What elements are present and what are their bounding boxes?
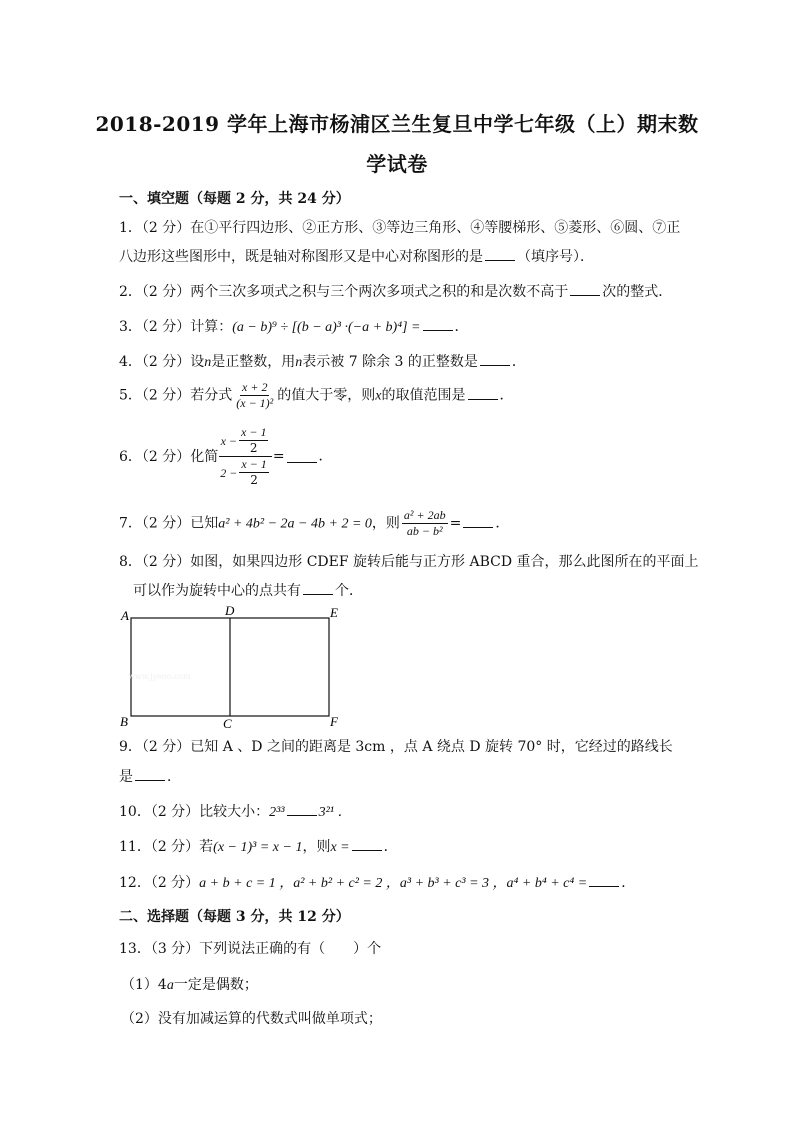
fraction-numerator: x + 2 [242, 380, 268, 394]
question-9-line2: 是 ． [119, 769, 181, 785]
answer-blank [570, 283, 600, 296]
question-1-suffix: （填序号）． [517, 249, 594, 265]
label-E: E [330, 605, 338, 620]
equals-sign: = [449, 515, 462, 532]
exam-title-line1: 2018-2019 学年上海市杨浦区兰生复旦中学七年级（上）期末数 [95, 112, 699, 136]
answer-blank [468, 387, 498, 400]
complex-numerator [219, 425, 273, 457]
question-13-option-1 [121, 976, 258, 995]
question-12-expression: a + b + c = 1 ，a² + b² + c² = 2 ，a³ + b³ + c³ = 3 ，a⁴ + b⁴ + c⁴ = [199, 876, 588, 891]
complex-denominator [218, 457, 273, 488]
answer-blank [135, 768, 165, 781]
question-6: 6．（2 分）化简 x − $\frac{x - 1}{2}$ 2 − $\frac{x - 1}{2}$ = ． [119, 425, 333, 487]
question-9-text: 是 [119, 769, 133, 785]
question-11: 11．（2 分）若(x − 1)³ = x − 1，则x = ． [119, 839, 398, 855]
question-10-text: 10．（2 分）比较大小： [119, 804, 270, 820]
label-B: B [120, 714, 128, 728]
power-2-33: 2³³ [269, 805, 285, 820]
question-5-text-b: 的值大于零，则 [277, 387, 376, 404]
answer-blank [287, 450, 317, 463]
section-multiple-choice-heading: 二、选择题（每题 3 分，共 12 分） [119, 909, 350, 925]
equals-sign: = [272, 448, 285, 465]
fraction-numerator: x − 1 [241, 457, 267, 471]
question-3: 3．（2 分）计算：(a − b)⁹ ÷ [(b − a)³ ·(−a + b)⁴] = ． [119, 319, 469, 335]
question-12: 12．（2 分）a + b + c = 1 ，a² + b² + c² = 2 ，a³ + b³ + c³ = 3 ，a⁴ + b⁴ + c⁴ = ． [119, 875, 636, 891]
question-11-unknown: x = [330, 840, 350, 855]
fraction-denominator: ab − b² [406, 524, 443, 538]
watermark: www.jyeoo.com [128, 672, 191, 681]
question-12-text: 12．（2 分） [119, 875, 200, 891]
question-3-expression: (a − b)⁹ ÷ [(b − a)³ ·(−a + b)⁴] = [232, 320, 421, 335]
question-1-line1: 1．（2 分）在①平行四边形、②正方形、③等边三角形、④等腰梯形、⑤菱形、⑥圆、⑦正 [119, 220, 681, 236]
exam-title-line2: 学试卷 [366, 152, 428, 176]
power-3-21: 3²¹ ． [318, 805, 352, 820]
fraction-numerator: x − 1 [241, 425, 267, 439]
variable-a: a [166, 978, 174, 993]
label-A: A [121, 608, 129, 623]
question-10 [119, 803, 351, 822]
label-D: D [225, 604, 235, 618]
question-4-text-a: 4．（2 分）设 [119, 354, 205, 370]
question-7-text-b: ，则 [371, 515, 400, 532]
answer-blank [589, 874, 619, 887]
question-7-condition: a² + 4b² − 2a − 4b + 2 = 0 [218, 516, 372, 532]
fraction [234, 380, 275, 411]
complex-fraction [218, 425, 273, 488]
question-7-text-a: 7．（2 分）已知 [119, 515, 219, 532]
question-13-option-2: （2）没有加减运算的代数式叫做单项式； [121, 1011, 382, 1027]
question-9-line1: 9．（2 分）已知 A 、D 之间的距离是 3cm ，点 A 绕点 D 旋转 70° 时，它经过的路线长 [119, 739, 673, 755]
section-fill-in-heading: 一、填空题（每题 2 分，共 24 分） [119, 191, 350, 207]
question-8-suffix: 个． [335, 583, 363, 599]
square-rotation-diagram [119, 604, 349, 728]
answer-blank [480, 353, 510, 366]
fraction-denominator: (x − 1)² [236, 396, 274, 410]
variable-n: n [295, 355, 303, 370]
question-2-suffix: 次的整式． [602, 284, 673, 300]
label-F: F [330, 714, 338, 728]
answer-blank [423, 318, 453, 331]
variable-n: n [204, 355, 212, 370]
question-5: 5．（2 分）若分式 $\frac{x + 2}{\text{(x − 1)²}}$ 的值大于零，则x的取值范围是 ． [119, 380, 514, 410]
question-8-line2 [133, 582, 363, 600]
question-6-text: 6．（2 分）化简 [119, 448, 219, 465]
fraction-denominator: 2 [249, 441, 258, 455]
label-C: C [223, 716, 232, 728]
fraction [402, 508, 448, 539]
question-11-text-b: ，则 [302, 839, 331, 855]
question-7: 7．（2 分）已知a² + 4b² − 2a − 4b + 2 = 0，则 $\frac{\text{a² + 2ab}}{\text{ab − b²}}$ = ． [119, 508, 510, 538]
answer-blank [485, 248, 515, 261]
inner-fraction [239, 425, 268, 456]
inner-fraction [239, 457, 268, 488]
answer-blank [352, 838, 382, 851]
question-1-line2 [119, 248, 594, 266]
option-1-text-a: （1）4 [121, 977, 167, 993]
denominator-term: 2 − [220, 465, 238, 480]
question-3-text: 3．（2 分）计算： [119, 319, 233, 335]
question-4-text-c: 表示被 7 除余 3 的正整数是 [302, 354, 478, 370]
question-13: 13．（3 分）下列说法正确的有（ ）个 [119, 941, 382, 957]
question-11-text-a: 11．（2 分）若 [119, 839, 214, 855]
question-1-text: 八边形这些图形中，既是轴对称图形又是中心对称图形的是 [119, 249, 483, 265]
question-11-equation: (x − 1)³ = x − 1 [213, 840, 303, 855]
fraction-denominator: 2 [250, 473, 258, 487]
question-2-text: 2．（2 分）两个三次多项式之积与三个两次多项式之积的和是次数不高于 [119, 284, 569, 300]
fraction-numerator: a² + 2ab [403, 508, 446, 522]
question-5-text-a: 5．（2 分）若分式 [119, 387, 233, 404]
option-1-text-b: 一定是偶数； [173, 977, 258, 993]
question-8-line1: 8．（2 分）如图，如果四边形 CDEF 旋转后能与正方形 ABCD 重合，那么此图所在的平面上 [119, 554, 699, 570]
question-8-text: 可以作为旋转中心的点共有 [133, 583, 301, 599]
answer-blank [287, 803, 317, 816]
variable-x: x [375, 388, 382, 404]
question-5-text-c: 的取值范围是 [381, 387, 466, 404]
question-2 [119, 283, 672, 301]
answer-blank [303, 582, 333, 595]
answer-blank [463, 515, 493, 528]
question-4-text-b: 是正整数，用 [211, 354, 296, 370]
numerator-term: x − [220, 433, 238, 448]
question-4: 4．（2 分）设n是正整数，用n表示被 7 除余 3 的正整数是 ． [119, 354, 526, 370]
